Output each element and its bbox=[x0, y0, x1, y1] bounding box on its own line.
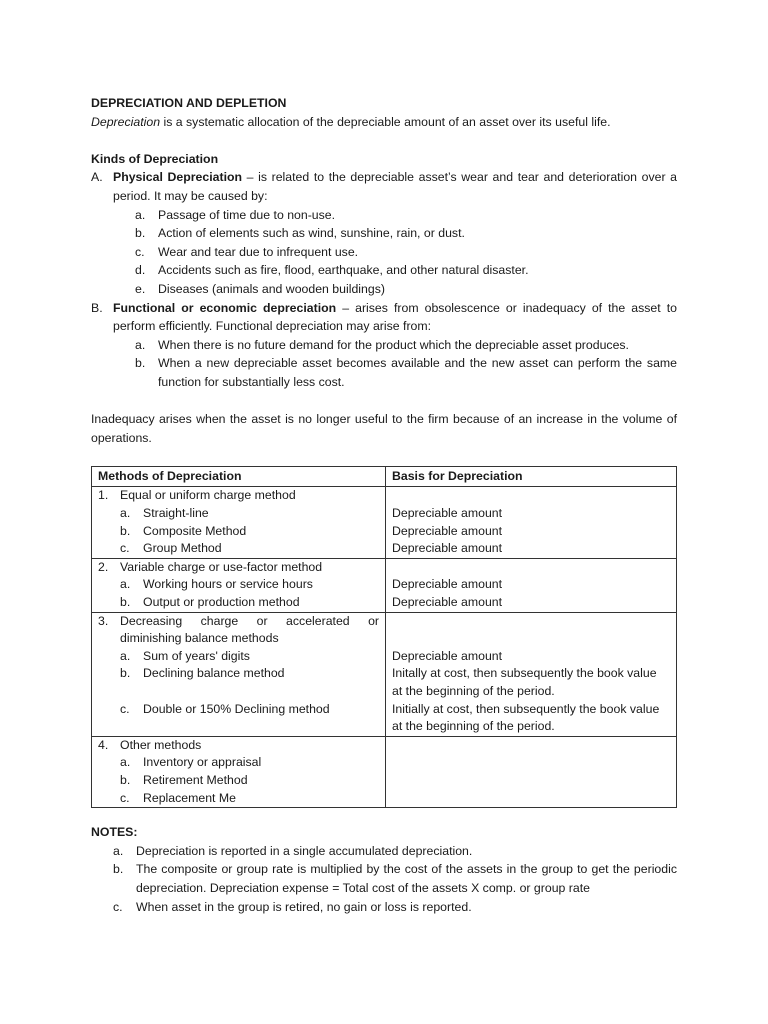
kind-label: A. bbox=[91, 170, 103, 185]
method-group-title: Equal or uniform charge method bbox=[120, 488, 296, 503]
intro-paragraph bbox=[91, 113, 677, 132]
list-item: b. When a new depreciable asset becomes available and the new asset can perform the same function for substantially less cost. bbox=[135, 356, 677, 389]
kind-functional bbox=[91, 299, 677, 336]
method-group-title: Variable charge or use-factor method bbox=[120, 559, 323, 574]
list-item: b. The composite or group rate is multiplied by the cost of the assets in the group to get the periodic depreciation. Depreciation expense = Total cost of the assets X comp. or group rate bbox=[113, 862, 677, 895]
kind-physical bbox=[91, 168, 677, 205]
kind-label: B. bbox=[91, 300, 103, 315]
column-header-basis: Basis for Depreciation bbox=[386, 466, 677, 487]
page-title: DEPRECIATION AND DEPLETION bbox=[91, 96, 287, 110]
list-item: c. Wear and tear due to infrequent use. bbox=[135, 244, 359, 259]
list-item: e. Diseases (animals and wooden buildings) bbox=[135, 281, 385, 296]
list-item: a. Passage of time due to non-use. bbox=[135, 207, 336, 222]
kinds-heading: Kinds of Depreciation bbox=[91, 151, 219, 166]
list-item: d. Accidents such as fire, flood, earthquake, and other natural disaster. bbox=[135, 263, 529, 278]
physical-causes-list bbox=[135, 206, 677, 299]
intro-text: is a systematic allocation of the depreciable amount of an asset over its useful life. bbox=[160, 114, 611, 129]
column-header-methods: Methods of Depreciation bbox=[92, 466, 386, 487]
table-row: 4. Other methods a. Inventory or appraisal b. Retirement Method c. Replacement Me bbox=[92, 736, 677, 807]
table-row: 1. Equal or uniform charge method a. Straight-line b. Composite Method c. Group Method Depreciable amount Depreciable amount Depreciable amount bbox=[92, 487, 677, 558]
kind-term: Functional or economic depreciation bbox=[113, 300, 337, 315]
list-item: a. Depreciation is reported in a single accumulated depreciation. bbox=[113, 843, 473, 858]
table-header-row bbox=[92, 466, 677, 487]
kind-term: Physical Depreciation bbox=[113, 170, 243, 185]
intro-term: Depreciation bbox=[91, 114, 161, 129]
list-item: b. Action of elements such as wind, sunshine, rain, or dust. bbox=[135, 226, 465, 241]
kind-text: – arises from obsolescence or inadequacy of the asset to perform efficiently. Functional depreciation may arise from: bbox=[113, 300, 677, 334]
kind-text: – is related to the depreciable asset’s wear and tear and deterioration over a period. It may be caused by: bbox=[113, 170, 677, 203]
method-group-title: Decreasing charge or accelerated or bbox=[120, 613, 379, 628]
list-item: c. When asset in the group is retired, no gain or loss is reported. bbox=[113, 899, 472, 914]
method-group-title: Other methods bbox=[120, 737, 202, 752]
methods-table bbox=[91, 466, 677, 808]
notes-heading: NOTES: bbox=[91, 825, 138, 840]
table-row: 2. Variable charge or use-factor method a. Working hours or service hours b. Output or production method Depreciable amount Depreciable amount bbox=[92, 558, 677, 612]
functional-causes-list bbox=[135, 336, 677, 392]
list-item: a. When there is no future demand for the product which the depreciable asset produces. bbox=[135, 337, 629, 352]
notes-list bbox=[113, 842, 677, 916]
inadequacy-paragraph: Inadequacy arises when the asset is no longer useful to the firm because of an increase in the volume of operations. bbox=[91, 412, 677, 445]
table-row: 3. Decreasing charge or accelerated or diminishing balance methods a. Sum of years' digits b. Declining balance method c. Double or 150% Declining method Depreciable amount Initally at cost, then subsequently the book value at the beginning of the period. Initially at cost, then subsequently the book value at the beginning of the period. bbox=[92, 612, 677, 736]
